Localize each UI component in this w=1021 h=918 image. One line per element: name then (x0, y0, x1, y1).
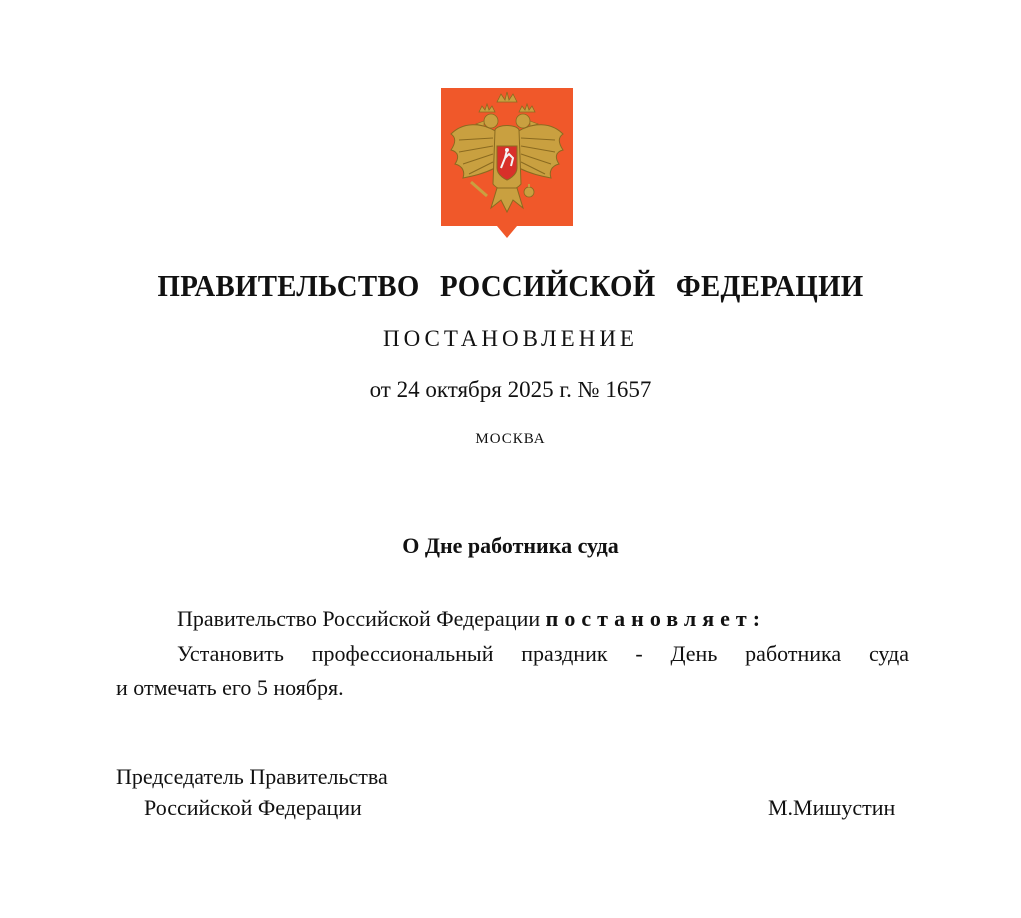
coat-of-arms-emblem (441, 88, 573, 240)
body-paragraph-intro (177, 606, 766, 632)
intro-emphasis: постановляет: (545, 606, 767, 631)
document-title: О Дне работника суда (402, 533, 619, 558)
document-city: МОСКВА (475, 431, 546, 447)
body-paragraph-line: Установить профессиональный праздник - День работника суда (177, 641, 909, 666)
signatory-position-line2: Российской Федерации (144, 795, 362, 820)
government-name-heading: ПРАВИТЕЛЬСТВО РОССИЙСКОЙ ФЕДЕРАЦИИ (157, 268, 864, 303)
body-paragraph-continuation: и отмечать его 5 ноября. (116, 675, 344, 700)
document-type-heading: ПОСТАНОВЛЕНИЕ (383, 326, 638, 351)
intro-text: Правительство Российской Федерации (177, 606, 546, 631)
document-date-number: от 24 октября 2025 г. № 1657 (369, 377, 652, 402)
russian-coat-of-arms-icon (441, 88, 573, 240)
signatory-name: М.Мишустин (768, 795, 896, 820)
signatory-position-line1: Председатель Правительства (116, 764, 388, 789)
